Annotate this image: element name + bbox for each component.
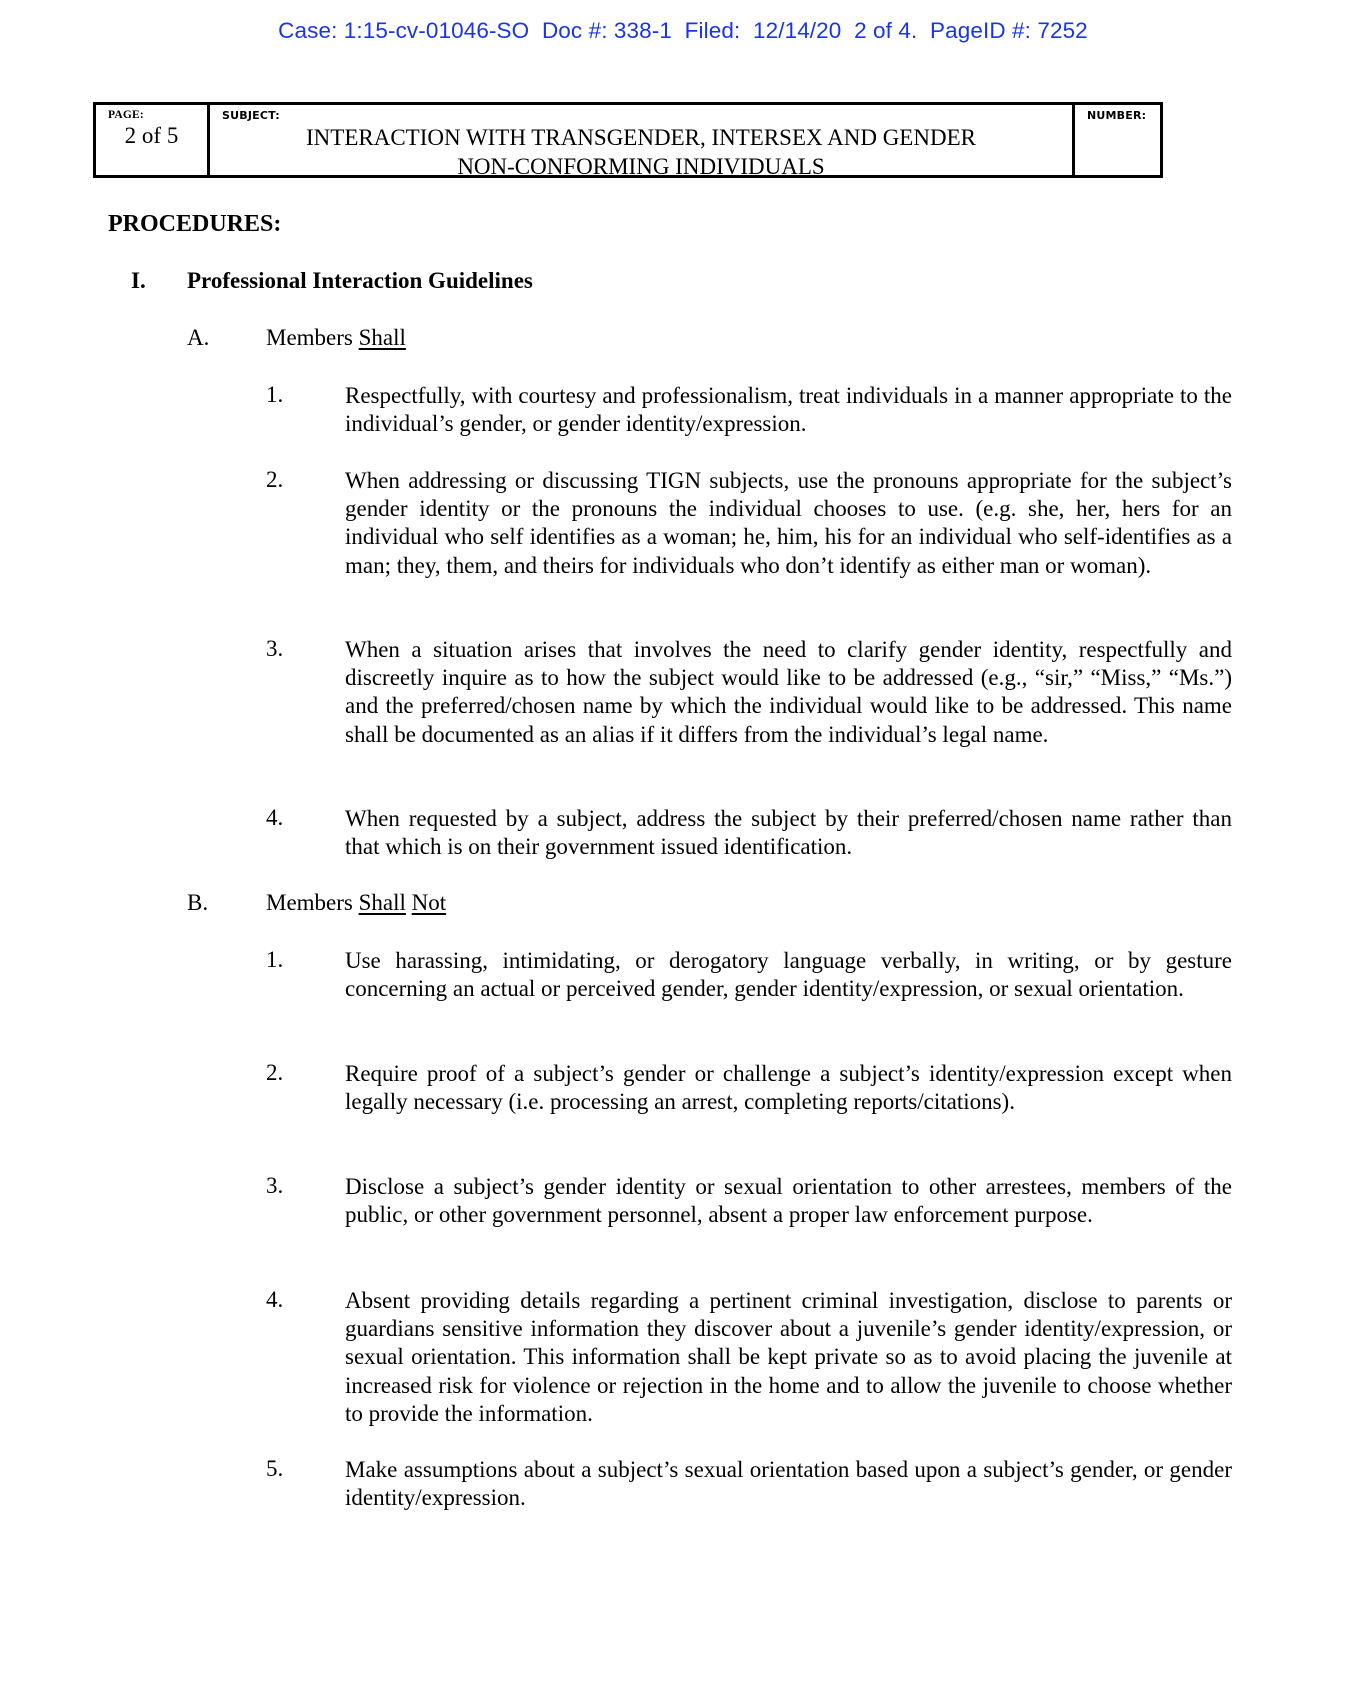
a-item-1-number: 1. (266, 382, 284, 407)
subsection-b-title-prefix: Members (266, 890, 359, 915)
subject-line-2: NON-CONFORMING INDIVIDUALS (457, 154, 825, 179)
section-title: Professional Interaction Guidelines (187, 268, 533, 293)
subsection-a-letter: A. (187, 325, 210, 350)
b-item-4-number: 4. (266, 1287, 284, 1312)
subject-label: SUBJECT: (222, 109, 280, 122)
b-item-3-number: 3. (266, 1173, 284, 1198)
b-item-2-text: Require proof of a subject’s gender or challenge a subject’s identity/expression except when legally necessary (i.e. processing an arrest, completing reports/citations). (345, 1061, 1232, 1115)
a-item-4-number: 4. (266, 805, 284, 830)
subsection-b-title (266, 890, 446, 916)
section-numeral: I. (131, 268, 146, 293)
a-item-3-number: 3. (266, 636, 284, 661)
page-cell (96, 105, 210, 175)
a-item-2-number: 2. (266, 467, 284, 492)
b-item-1-text: Use harassing, intimidating, or derogatory language verbally, in writing, or by gesture concerning an actual or perceived gender, gender identity/expression, or sexual orientation. (345, 948, 1232, 1002)
case-filing-header: Case: 1:15-cv-01046-SO Doc #: 338-1 Filed: 12/14/20 2 of 4. PageID #: 7252 (278, 18, 1088, 43)
a-item-1-text: Respectfully, with courtesy and professionalism, treat individuals in a manner appropriate to the individual’s gender, or gender identity/expression. (345, 383, 1232, 437)
subject-value (210, 123, 1072, 181)
subsection-a-title-shall: Shall (358, 325, 406, 350)
b-item-1-number: 1. (266, 947, 284, 972)
a-item-3-text: When a situation arises that involves the need to clarify gender identity, respectfully and discreetly inquire as to how the subject would like to be addressed (e.g., “sir,” “Miss,” “Ms.”) and the preferred/chosen name by which the individual would like to be addressed. This name shall be documented as an alias if it differs from the individual’s legal name. (345, 637, 1232, 747)
number-label: NUMBER: (1087, 109, 1147, 122)
subject-line-1: INTERACTION WITH TRANSGENDER, INTERSEX AND GENDER (306, 125, 976, 150)
number-cell (1075, 105, 1160, 175)
subsection-b-letter: B. (187, 890, 209, 915)
b-item-3-text: Disclose a subject’s gender identity or sexual orientation to other arrestees, members of the public, or other government personnel, absent a proper law enforcement purpose. (345, 1174, 1232, 1228)
b-item-4-text: Absent providing details regarding a pertinent criminal investigation, disclose to parents or guardians sensitive information they discover about a juvenile’s gender identity/expression, or sexual orientation. This information shall be kept private so as to avoid placing the juvenile at increased risk for violence or rejection in the home and to allow the juvenile to choose whether to provide the information. (345, 1288, 1232, 1426)
b-item-5-number: 5. (266, 1456, 284, 1481)
subject-cell (210, 105, 1075, 179)
subsection-b-title-not: Not (411, 890, 447, 915)
document-title-box (93, 102, 1163, 178)
b-item-5-text: Make assumptions about a subject’s sexual orientation based upon a subject’s gender, or gender identity/expression. (345, 1457, 1232, 1511)
page-value: 2 of 5 (124, 123, 179, 148)
a-item-2-text: When addressing or discussing TIGN subjects, use the pronouns appropriate for the subject’s gender identity or the pronouns the individual chooses to use. (e.g. she, her, hers for an individual who self identifies as a woman; he, him, his for an individual who self-identifies as a man; they, them, and theirs for individuals who don’t identify as either man or woman). (345, 468, 1232, 578)
subsection-b-title-shall: Shall (358, 890, 406, 915)
b-item-2-number: 2. (266, 1060, 284, 1085)
a-item-4-text: When requested by a subject, address the subject by their preferred/chosen name rather than that which is on their government issued identification. (345, 806, 1232, 860)
subsection-a-title-prefix: Members (266, 325, 359, 350)
page-label: PAGE: (108, 109, 144, 121)
subsection-a-title (266, 325, 406, 351)
section-heading-procedures: PROCEDURES: (108, 211, 282, 237)
